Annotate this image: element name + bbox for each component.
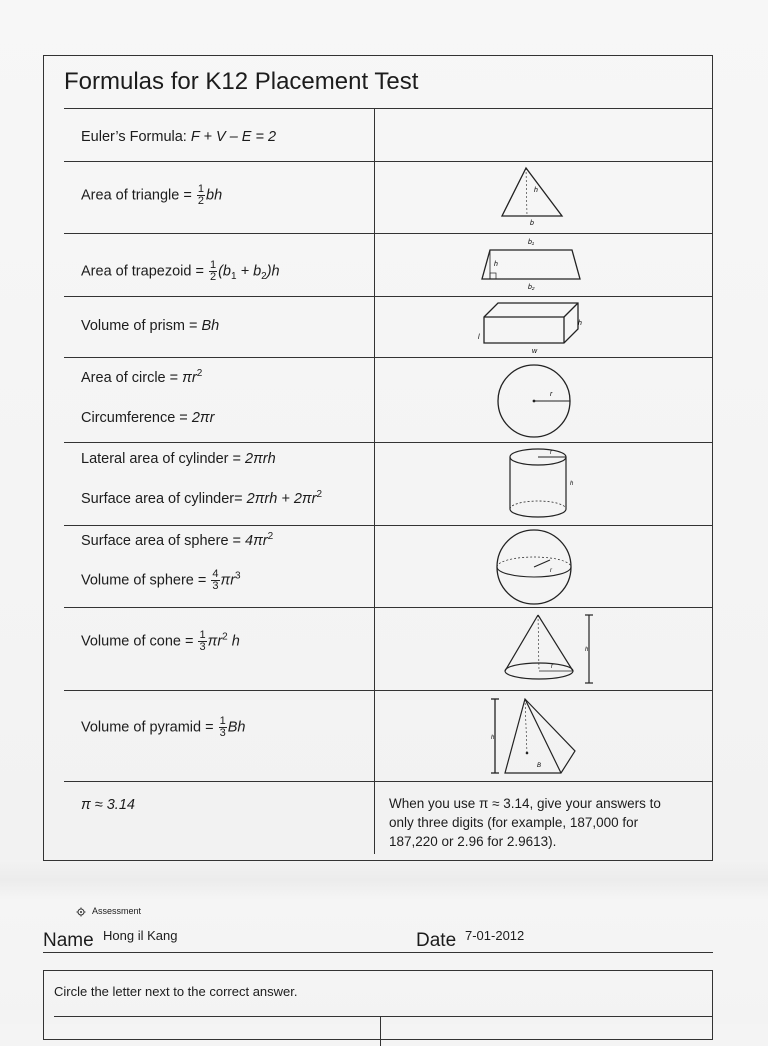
euler-formula: Euler’s Formula: F + V – E = 2: [81, 129, 277, 145]
radius-label: r: [550, 568, 552, 574]
radius-label: r: [550, 391, 553, 398]
row-divider: [64, 442, 712, 443]
row-divider: [64, 161, 712, 162]
height-label: h: [570, 481, 574, 487]
sphere-surface-formula: Surface area of sphere = $4\pi r^2$: [81, 531, 274, 549]
row-divider: [64, 357, 712, 358]
height-label: h: [494, 261, 498, 268]
circle-figure: [492, 363, 576, 439]
pi-approximation: π ≈ 3.14: [81, 797, 135, 813]
triangle-figure: [494, 164, 574, 230]
name-date-row: [43, 928, 713, 953]
pyramid-volume-formula: Volume of pyramid = $\frac{1}{3}$ Bh: [81, 715, 246, 739]
height-label: h: [534, 187, 538, 194]
cylinder-lateral-formula: Lateral area of cylinder = 2πrh: [81, 451, 276, 467]
question-divider: [54, 1016, 712, 1017]
cylinder-surface-formula: Surface area of cylinder= $2\pi rh + 2\pi r^2$: [81, 489, 323, 507]
formula-table: [43, 55, 713, 861]
cone-figure: [499, 611, 599, 689]
top-base-label: b₁: [528, 239, 535, 246]
page-title: Formulas for K12 Placement Test: [64, 68, 419, 95]
circle-area-formula: Area of circle = $\pi r^2$: [81, 368, 203, 386]
name-label: Name: [43, 930, 94, 951]
question-column-divider: [380, 1016, 381, 1046]
length-label: l: [478, 334, 480, 341]
prism-figure: [474, 299, 584, 357]
column-divider: [374, 108, 375, 854]
date-value[interactable]: 7-01-2012: [465, 928, 525, 943]
assessment-heading: [76, 906, 141, 917]
pyramid-figure: [487, 693, 582, 779]
row-divider: [64, 690, 712, 691]
width-label: w: [532, 348, 538, 355]
row-divider: [64, 781, 712, 782]
date-label: Date: [416, 930, 457, 951]
height-label: h: [491, 735, 495, 741]
row-divider: [64, 525, 712, 526]
row-divider: [64, 108, 712, 109]
assessment-label: Assessment: [92, 906, 142, 916]
triangle-area-formula: Area of triangle = $\frac{1}{2}$ bh: [81, 183, 223, 207]
base-label: b: [530, 220, 534, 227]
base-area-label: B: [537, 763, 542, 769]
sphere-figure: [492, 528, 576, 606]
radius-label: r: [551, 664, 553, 670]
question-box: [43, 970, 713, 1040]
rounding-note: When you use π ≈ 3.14, give your answers to only three digits (for example, 187,000 for 187,220 or 2.96 for 2.9613).: [389, 796, 661, 849]
cone-volume-formula: Volume of cone = $\frac{1}{3}$ $\pi r^2$ h: [81, 629, 240, 653]
name-value[interactable]: Hong il Kang: [103, 928, 178, 943]
height-label: h: [585, 647, 589, 653]
cylinder-figure: [504, 445, 584, 523]
sphere-volume-formula: Volume of sphere = $\frac{4}{3}$ $\pi r^3$: [81, 568, 241, 592]
prism-volume-formula: Volume of prism = Bh: [81, 318, 220, 334]
radius-label: r: [550, 450, 552, 456]
instructions: Circle the letter next to the correct answer.: [54, 984, 298, 999]
circumference-formula: Circumference = 2πr: [81, 410, 215, 426]
gear-icon: [76, 907, 86, 917]
row-divider: [64, 233, 712, 234]
row-divider: [64, 296, 712, 297]
trapezoid-area-formula: Area of trapezoid = $\frac{1}{2}$ $(b_1 + b_2)h$: [81, 259, 280, 283]
trapezoid-figure: [476, 234, 586, 294]
bottom-base-label: b₂: [528, 284, 535, 291]
height-label: h: [578, 320, 582, 327]
row-divider: [64, 607, 712, 608]
